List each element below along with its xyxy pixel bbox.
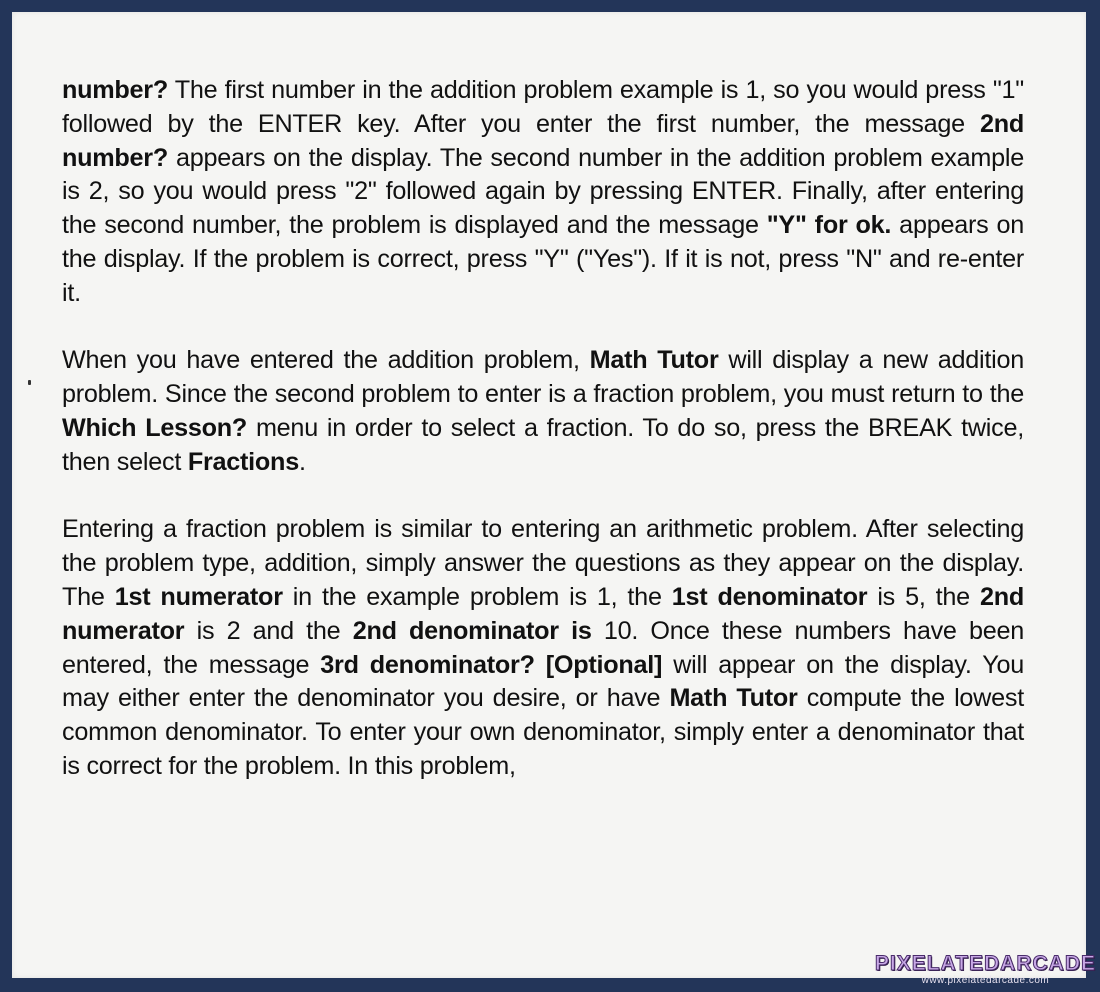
text-run: . <box>298 447 306 476</box>
bold-term: number? <box>62 76 168 104</box>
manual-page <box>12 12 1086 978</box>
bold-term: 2nd number? <box>62 109 1024 172</box>
text-run: appears on the display. The second number in the addition problem example is 2, so you would press "2" followed again by pressing ENTER. Finally, after entering the second number, the problem is displayed and the message <box>62 143 1024 240</box>
text-run: When you have entered the addition problem, <box>62 346 590 375</box>
bold-term: Math Tutor <box>589 346 719 375</box>
text-run: 10. Once these numbers have been entered, the message <box>62 616 1024 679</box>
paragraph-3 <box>62 513 1024 783</box>
bold-term: Which Lesson? <box>62 413 248 442</box>
paragraph-1 <box>62 74 1024 311</box>
bold-term: "Y" for ok. <box>766 211 892 240</box>
paragraph-2 <box>62 344 1024 479</box>
bold-term: 2nd numerator <box>62 582 1024 645</box>
text-run: Entering a fraction problem is similar to entering an arithmetic problem. After selecting the problem type, addition, simply answer the questions as they appear on the display. The <box>62 515 1024 611</box>
binding-mark <box>28 380 31 385</box>
text-run: will appear on the display. You may either enter the denominator you desire, or have <box>62 650 1024 713</box>
page-body-text <box>62 74 1024 818</box>
watermark-brand: PIXELATEDARCADE <box>874 952 1096 975</box>
bold-term: 2nd denominator is <box>352 616 592 645</box>
bold-term: Math Tutor <box>669 684 798 713</box>
text-run: compute the lowest common denominator. To enter your own denominator, simply enter a denominator that is correct for the problem. In this problem, <box>62 684 1024 780</box>
text-run: is 5, the <box>867 582 980 611</box>
text-run: The first number in the addition problem example is 1, so you would press "1" followed by the ENTER key. After you enter the first number, the message <box>62 76 1024 138</box>
text-run: in the example problem is 1, the <box>282 582 672 611</box>
bold-term: 1st denominator <box>671 582 868 611</box>
watermark-url: www.pixelatedarcade.com <box>921 975 1050 986</box>
bold-term: Fractions <box>187 447 299 476</box>
text-run: will display a new addition problem. Since the second problem to enter is a fraction problem, you must return to the <box>62 346 1024 409</box>
text-run: appears on the display. If the problem is correct, press "Y" ("Yes"). If it is not, press "N" and re-enter it. <box>62 211 1024 307</box>
text-run: menu in order to select a fraction. To do so, press the BREAK twice, then select <box>62 413 1024 476</box>
bold-term: 3rd denominator? [Optional] <box>320 650 663 679</box>
watermark <box>875 953 1096 986</box>
text-run: is 2 and the <box>184 616 353 645</box>
bold-term: 1st numerator <box>114 582 283 611</box>
